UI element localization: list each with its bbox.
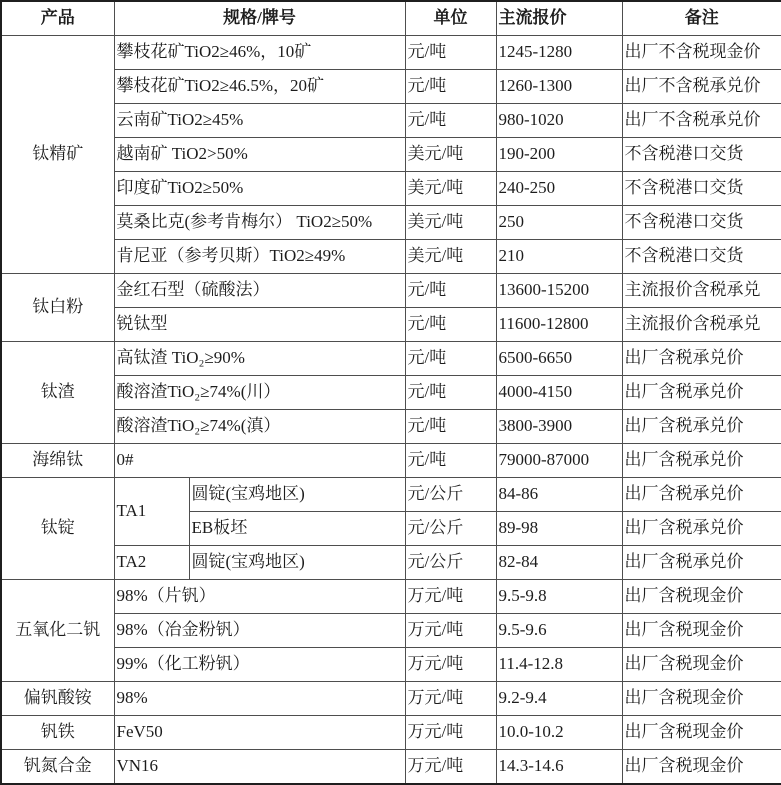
table-row bbox=[1, 342, 781, 376]
spec-cell: 印度矿TiO2≥50% bbox=[114, 172, 405, 206]
header-row bbox=[1, 1, 781, 36]
product-group-cell: 钛精矿 bbox=[1, 36, 114, 274]
spec-cell: 莫桑比克(参考肯梅尔） TiO2≥50% bbox=[114, 206, 405, 240]
col-header-product: 产品 bbox=[1, 1, 114, 36]
spec-cell: 酸溶渣TiO₂≥74%(滇） bbox=[114, 410, 405, 444]
table-row bbox=[1, 240, 781, 274]
unit-cell: 元/吨 bbox=[405, 308, 496, 342]
unit-cell: 元/吨 bbox=[405, 410, 496, 444]
product-group-cell: 五氧化二钒 bbox=[1, 580, 114, 682]
unit-cell: 万元/吨 bbox=[405, 648, 496, 682]
remark-cell: 主流报价含税承兑 bbox=[622, 308, 781, 342]
spec-cell: 肯尼亚（参考贝斯）TiO2≥49% bbox=[114, 240, 405, 274]
price-cell: 14.3-14.6 bbox=[496, 750, 622, 785]
table-row bbox=[1, 274, 781, 308]
remark-cell: 出厂含税现金价 bbox=[622, 750, 781, 785]
unit-cell: 万元/吨 bbox=[405, 580, 496, 614]
spec-cell: 越南矿 TiO2>50% bbox=[114, 138, 405, 172]
type-cell: 圆锭(宝鸡地区) bbox=[189, 478, 405, 512]
price-cell: 250 bbox=[496, 206, 622, 240]
unit-cell: 元/吨 bbox=[405, 36, 496, 70]
remark-cell: 出厂含税承兑价 bbox=[622, 546, 781, 580]
remark-cell: 不含税港口交货 bbox=[622, 206, 781, 240]
remark-cell: 不含税港口交货 bbox=[622, 138, 781, 172]
product-group-cell: 钛白粉 bbox=[1, 274, 114, 342]
table-row bbox=[1, 70, 781, 104]
price-cell: 9.2-9.4 bbox=[496, 682, 622, 716]
spec-cell: 98% bbox=[114, 682, 405, 716]
spec-cell: 99%（化工粉钒） bbox=[114, 648, 405, 682]
remark-cell: 主流报价含税承兑 bbox=[622, 274, 781, 308]
table-row bbox=[1, 750, 781, 785]
price-cell: 11.4-12.8 bbox=[496, 648, 622, 682]
price-cell: 1260-1300 bbox=[496, 70, 622, 104]
table-row bbox=[1, 682, 781, 716]
price-cell: 10.0-10.2 bbox=[496, 716, 622, 750]
price-cell: 4000-4150 bbox=[496, 376, 622, 410]
remark-cell: 出厂含税承兑价 bbox=[622, 376, 781, 410]
col-header-spec: 规格/牌号 bbox=[114, 1, 405, 36]
unit-cell: 万元/吨 bbox=[405, 716, 496, 750]
price-cell: 9.5-9.8 bbox=[496, 580, 622, 614]
spec-cell: 云南矿TiO2≥45% bbox=[114, 104, 405, 138]
spec-cell: FeV50 bbox=[114, 716, 405, 750]
spec-cell: VN16 bbox=[114, 750, 405, 785]
product-group-cell: 钒氮合金 bbox=[1, 750, 114, 785]
remark-cell: 出厂含税现金价 bbox=[622, 614, 781, 648]
price-cell: 3800-3900 bbox=[496, 410, 622, 444]
unit-cell: 元/吨 bbox=[405, 274, 496, 308]
price-cell: 980-1020 bbox=[496, 104, 622, 138]
grade-cell: TA2 bbox=[114, 546, 189, 580]
product-group-cell: 钛锭 bbox=[1, 478, 114, 580]
unit-cell: 元/公斤 bbox=[405, 478, 496, 512]
spec-cell: 98%（片钒） bbox=[114, 580, 405, 614]
price-cell: 13600-15200 bbox=[496, 274, 622, 308]
table-row bbox=[1, 172, 781, 206]
unit-cell: 元/吨 bbox=[405, 342, 496, 376]
remark-cell: 出厂含税承兑价 bbox=[622, 410, 781, 444]
price-cell: 6500-6650 bbox=[496, 342, 622, 376]
unit-cell: 万元/吨 bbox=[405, 614, 496, 648]
price-cell: 1245-1280 bbox=[496, 36, 622, 70]
remark-cell: 出厂含税现金价 bbox=[622, 648, 781, 682]
type-cell: EB板坯 bbox=[189, 512, 405, 546]
unit-cell: 美元/吨 bbox=[405, 172, 496, 206]
remark-cell: 出厂含税承兑价 bbox=[622, 512, 781, 546]
price-cell: 210 bbox=[496, 240, 622, 274]
table-row bbox=[1, 36, 781, 70]
spec-cell: 0# bbox=[114, 444, 405, 478]
unit-cell: 美元/吨 bbox=[405, 206, 496, 240]
col-header-price: 主流报价 bbox=[496, 1, 622, 36]
table-row bbox=[1, 308, 781, 342]
table-row bbox=[1, 104, 781, 138]
remark-cell: 出厂含税承兑价 bbox=[622, 444, 781, 478]
table-row bbox=[1, 546, 781, 580]
remark-cell: 出厂含税现金价 bbox=[622, 682, 781, 716]
table-row bbox=[1, 206, 781, 240]
table-row bbox=[1, 478, 781, 512]
table-row bbox=[1, 648, 781, 682]
unit-cell: 元/吨 bbox=[405, 376, 496, 410]
table-row bbox=[1, 716, 781, 750]
unit-cell: 元/公斤 bbox=[405, 546, 496, 580]
unit-cell: 万元/吨 bbox=[405, 750, 496, 785]
spec-cell: 高钛渣 TiO₂≥90% bbox=[114, 342, 405, 376]
unit-cell: 美元/吨 bbox=[405, 138, 496, 172]
price-cell: 79000-87000 bbox=[496, 444, 622, 478]
remark-cell: 出厂含税承兑价 bbox=[622, 478, 781, 512]
unit-cell: 元/吨 bbox=[405, 444, 496, 478]
product-group-cell: 钒铁 bbox=[1, 716, 114, 750]
type-cell: 圆锭(宝鸡地区) bbox=[189, 546, 405, 580]
price-cell: 240-250 bbox=[496, 172, 622, 206]
table-row bbox=[1, 614, 781, 648]
unit-cell: 万元/吨 bbox=[405, 682, 496, 716]
remark-cell: 出厂不含税现金价 bbox=[622, 36, 781, 70]
remark-cell: 不含税港口交货 bbox=[622, 172, 781, 206]
col-header-unit: 单位 bbox=[405, 1, 496, 36]
product-group-cell: 偏钒酸铵 bbox=[1, 682, 114, 716]
remark-cell: 出厂含税现金价 bbox=[622, 580, 781, 614]
product-group-cell: 钛渣 bbox=[1, 342, 114, 444]
price-cell: 190-200 bbox=[496, 138, 622, 172]
spec-cell: 金红石型（硫酸法） bbox=[114, 274, 405, 308]
table-row bbox=[1, 580, 781, 614]
remark-cell: 出厂含税现金价 bbox=[622, 716, 781, 750]
price-cell: 89-98 bbox=[496, 512, 622, 546]
price-cell: 82-84 bbox=[496, 546, 622, 580]
unit-cell: 美元/吨 bbox=[405, 240, 496, 274]
col-header-remark: 备注 bbox=[622, 1, 781, 36]
grade-cell: TA1 bbox=[114, 478, 189, 546]
price-cell: 11600-12800 bbox=[496, 308, 622, 342]
spec-cell: 锐钛型 bbox=[114, 308, 405, 342]
spec-cell: 攀枝花矿TiO2≥46.5%，20矿 bbox=[114, 70, 405, 104]
table-row bbox=[1, 444, 781, 478]
price-cell: 9.5-9.6 bbox=[496, 614, 622, 648]
remark-cell: 出厂不含税承兑价 bbox=[622, 70, 781, 104]
spec-cell: 98%（冶金粉钒） bbox=[114, 614, 405, 648]
remark-cell: 不含税港口交货 bbox=[622, 240, 781, 274]
unit-cell: 元/吨 bbox=[405, 70, 496, 104]
spec-cell: 酸溶渣TiO₂≥74%(川） bbox=[114, 376, 405, 410]
remark-cell: 出厂含税承兑价 bbox=[622, 342, 781, 376]
unit-cell: 元/吨 bbox=[405, 104, 496, 138]
product-group-cell: 海绵钛 bbox=[1, 444, 114, 478]
remark-cell: 出厂不含税承兑价 bbox=[622, 104, 781, 138]
table-row bbox=[1, 410, 781, 444]
spec-cell: 攀枝花矿TiO2≥46%，10矿 bbox=[114, 36, 405, 70]
table-row bbox=[1, 138, 781, 172]
price-cell: 84-86 bbox=[496, 478, 622, 512]
unit-cell: 元/公斤 bbox=[405, 512, 496, 546]
table-row bbox=[1, 376, 781, 410]
